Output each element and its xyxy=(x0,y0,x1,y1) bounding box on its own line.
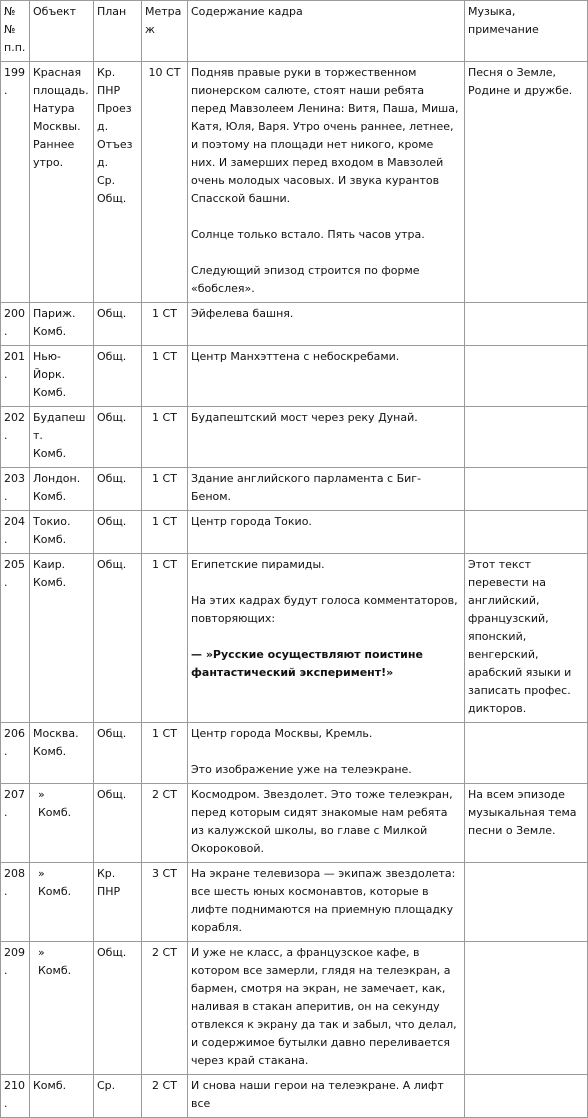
row-object: Нью-Йорк. Комб. xyxy=(30,346,94,407)
table-row xyxy=(1,407,588,468)
row-object: Комб. xyxy=(30,1075,94,1118)
content-paragraph: Египетские пирамиды. xyxy=(191,558,325,571)
row-plan: Общ. xyxy=(94,942,142,1075)
header-row xyxy=(1,1,588,62)
row-music xyxy=(465,303,588,346)
content-paragraph: Подняв правые руки в торжественном пионерском салюте, стоят наши ребята перед Мавзолеем Ленина: Витя, Паша, Миша, Катя, Юля, Варя. Утро очень раннее, летнее, и поэтому на площади нет никого, кроме них. И замерших перед входом в Мавзолей очень молодых часовых. И звука курантов Спасской башни. xyxy=(191,66,459,205)
row-music: Этот текст перевести на английский, французский, японский, венгерский, арабский языки и записать профес. дикторов. xyxy=(465,554,588,723)
row-content: И уже не класс, а французское кафе, в котором все замерли, глядя на телеэкран, а бармен, смотря на экран, не замечает, как, наливая в стакан аперитив, он на секунду отвлекся к экрану да так и забыл, что делал, и содержимое бутылки давно переливается через край стакана. xyxy=(188,942,465,1075)
table-row xyxy=(1,511,588,554)
header-music: Музыка, примечание xyxy=(465,1,588,62)
row-plan: Кр. ПНР xyxy=(94,863,142,942)
row-music xyxy=(465,1075,588,1118)
row-num: 205. xyxy=(1,554,30,723)
table-row xyxy=(1,346,588,407)
row-object: Москва. Комб. xyxy=(30,723,94,784)
row-content: Центр Манхэттена с небоскребами. xyxy=(188,346,465,407)
row-content: Центр города Токио. xyxy=(188,511,465,554)
row-length: 1 СТ xyxy=(142,723,188,784)
header-num: № № п.п. xyxy=(1,1,30,62)
quoted-commentary: — »Русские осуществляют поистине фантастический эксперимент!» xyxy=(191,648,423,679)
row-object: Каир. Комб. xyxy=(30,554,94,723)
table-row xyxy=(1,303,588,346)
row-content xyxy=(188,62,465,303)
row-length: 1 СТ xyxy=(142,554,188,723)
content-paragraph: Следующий эпизод строится по форме «бобслея». xyxy=(191,264,420,295)
row-num: 202. xyxy=(1,407,30,468)
row-content xyxy=(188,723,465,784)
row-content: Здание английского парламента с Биг-Беном. xyxy=(188,468,465,511)
row-num: 206. xyxy=(1,723,30,784)
header-plan: План xyxy=(94,1,142,62)
row-length: 2 СТ xyxy=(142,1075,188,1118)
row-music xyxy=(465,511,588,554)
row-plan: Общ. xyxy=(94,723,142,784)
content-paragraph: На этих кадрах будут голоса комментаторов, повторяющих: xyxy=(191,594,458,625)
row-object: » Комб. xyxy=(30,784,94,863)
row-object: » Комб. xyxy=(30,942,94,1075)
row-plan: Ср. xyxy=(94,1075,142,1118)
table-row xyxy=(1,1075,588,1118)
row-length: 2 СТ xyxy=(142,784,188,863)
row-object: Лондон. Комб. xyxy=(30,468,94,511)
row-object: Красная площадь. Натура Москвы. Раннее утро. xyxy=(30,62,94,303)
row-music: На всем эпизоде музыкальная тема песни о Земле. xyxy=(465,784,588,863)
row-num: 210. xyxy=(1,1075,30,1118)
content-paragraph: Это изображение уже на телеэкране. xyxy=(191,763,412,776)
row-length: 1 СТ xyxy=(142,303,188,346)
row-num: 200. xyxy=(1,303,30,346)
row-length: 1 СТ xyxy=(142,407,188,468)
row-plan: Общ. xyxy=(94,346,142,407)
row-num: 209. xyxy=(1,942,30,1075)
row-content: И снова наши герои на телеэкране. А лифт все xyxy=(188,1075,465,1118)
row-plan: Общ. xyxy=(94,303,142,346)
row-length: 2 СТ xyxy=(142,942,188,1075)
content-paragraph: Солнце только встало. Пять часов утра. xyxy=(191,228,425,241)
row-num: 204. xyxy=(1,511,30,554)
row-object: Париж. Комб. xyxy=(30,303,94,346)
row-music xyxy=(465,468,588,511)
table-row xyxy=(1,942,588,1075)
row-num: 199. xyxy=(1,62,30,303)
table-row xyxy=(1,863,588,942)
row-music xyxy=(465,863,588,942)
table-row xyxy=(1,784,588,863)
table-row xyxy=(1,723,588,784)
row-num: 207. xyxy=(1,784,30,863)
header-content: Содержание кадра xyxy=(188,1,465,62)
row-length: 1 СТ xyxy=(142,468,188,511)
row-music xyxy=(465,407,588,468)
row-plan: Общ. xyxy=(94,468,142,511)
row-music xyxy=(465,723,588,784)
row-plan: Общ. xyxy=(94,511,142,554)
row-length: 1 СТ xyxy=(142,511,188,554)
row-num: 201. xyxy=(1,346,30,407)
header-length: Метраж xyxy=(142,1,188,62)
row-content xyxy=(188,554,465,723)
row-plan: Общ. xyxy=(94,554,142,723)
row-length: 1 СТ xyxy=(142,346,188,407)
row-num: 208. xyxy=(1,863,30,942)
table-row xyxy=(1,554,588,723)
row-length: 3 СТ xyxy=(142,863,188,942)
row-content: Космодром. Звездолет. Это тоже телеэкран, перед которым сидят знакомые нам ребята из калужской школы, во главе с Милкой Окороковой. xyxy=(188,784,465,863)
content-paragraph: Центр города Москвы, Кремль. xyxy=(191,727,373,740)
row-plan: Общ. xyxy=(94,784,142,863)
row-music xyxy=(465,346,588,407)
row-music xyxy=(465,942,588,1075)
row-length: 10 СТ xyxy=(142,62,188,303)
row-plan: Кр. ПНР Проезд. Отъезд. Ср. Общ. xyxy=(94,62,142,303)
row-content: Будапештский мост через реку Дунай. xyxy=(188,407,465,468)
header-object: Объект xyxy=(30,1,94,62)
table-row xyxy=(1,468,588,511)
row-object: Токио. Комб. xyxy=(30,511,94,554)
row-num: 203. xyxy=(1,468,30,511)
row-content: На экране телевизора — экипаж звездолета: все шесть юных космонавтов, которые в лифте поднимаются на приемную площадку корабля. xyxy=(188,863,465,942)
row-object: Будапешт. Комб. xyxy=(30,407,94,468)
table-row xyxy=(1,62,588,303)
row-content: Эйфелева башня. xyxy=(188,303,465,346)
row-music: Песня о Земле, Родине и дружбе. xyxy=(465,62,588,303)
row-plan: Общ. xyxy=(94,407,142,468)
row-object: » Комб. xyxy=(30,863,94,942)
